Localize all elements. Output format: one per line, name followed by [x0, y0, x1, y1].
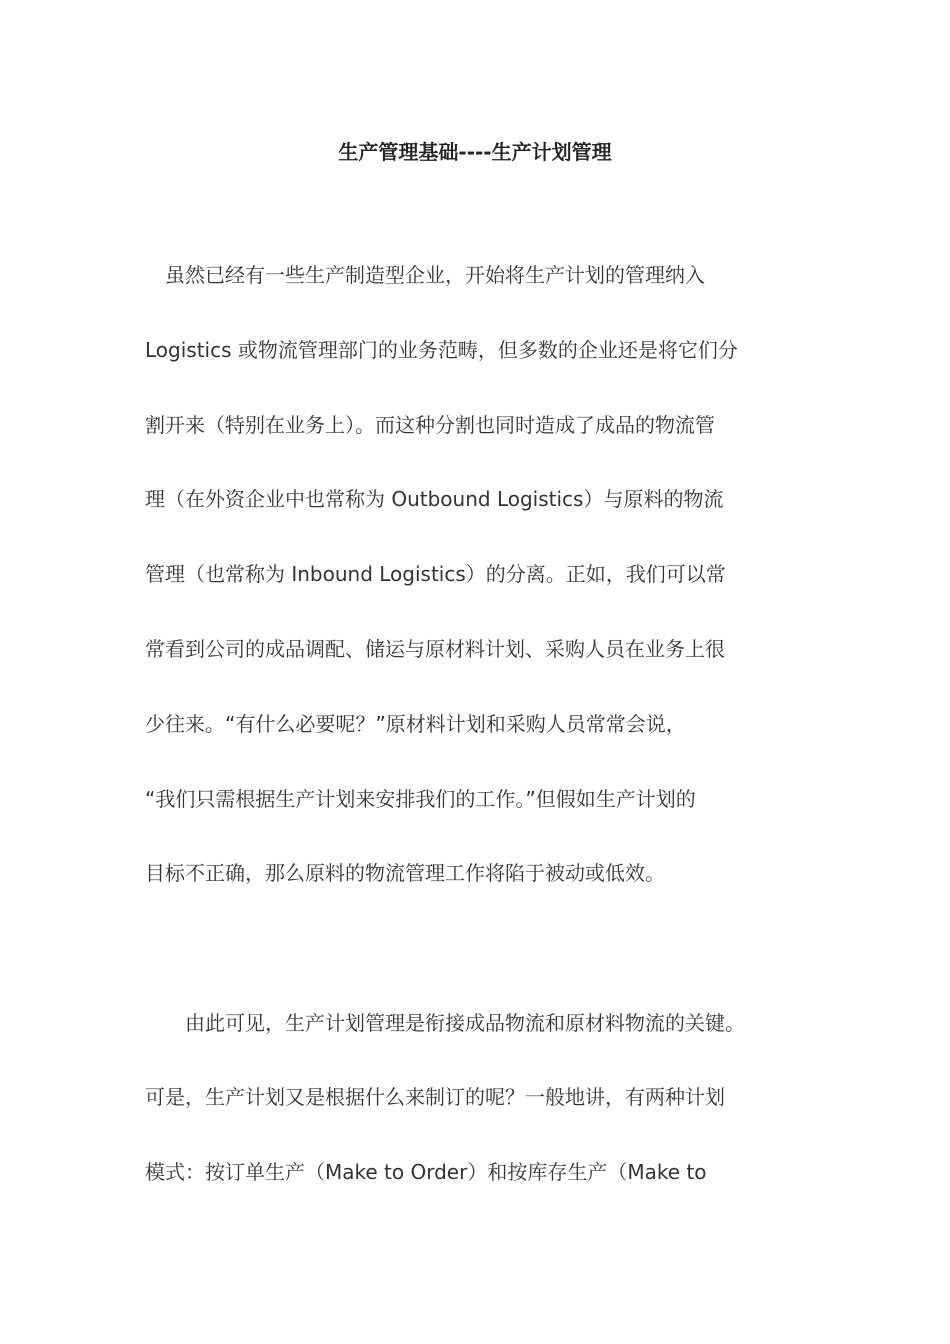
paragraph-1-line-8: “我们只需根据生产计划来安排我们的工作。”但假如生产计划的: [145, 787, 696, 811]
paragraph-1-line-5: 管理（也常称为 Inbound Logistics）的分离。正如，我们可以常: [145, 562, 726, 586]
paragraph-1-line-2: Logistics 或物流管理部门的业务范畴，但多数的企业还是将它们分: [145, 338, 738, 362]
paragraph-2-line-1: 由此可见，生产计划管理是衔接成品物流和原材料物流的关键。: [145, 1011, 745, 1035]
paragraph-1-line-7: 少往来。“有什么必要呢？”原材料计划和采购人员常常会说，: [145, 712, 686, 736]
paragraph-2-line-3: 模式：按订单生产（Make to Order）和按库存生产（Make to: [145, 1160, 707, 1184]
paragraph-1-line-6: 常看到公司的成品调配、储运与原材料计划、采购人员在业务上很: [145, 637, 725, 661]
document-title: 生产管理基础----生产计划管理: [338, 140, 612, 164]
paragraph-2-line-2: 可是，生产计划又是根据什么来制订的呢？一般地讲，有两种计划: [145, 1085, 725, 1109]
paragraph-1-line-9: 目标不正确，那么原料的物流管理工作将陷于被动或低效。: [145, 861, 665, 885]
paragraph-1-line-1: 虽然已经有一些生产制造型企业，开始将生产计划的管理纳入: [145, 263, 705, 287]
paragraph-1-line-3: 割开来（特别在业务上）。而这种分割也同时造成了成品的物流管: [145, 413, 715, 437]
paragraph-1-line-4: 理（在外资企业中也常称为 Outbound Logistics）与原料的物流: [145, 487, 724, 511]
